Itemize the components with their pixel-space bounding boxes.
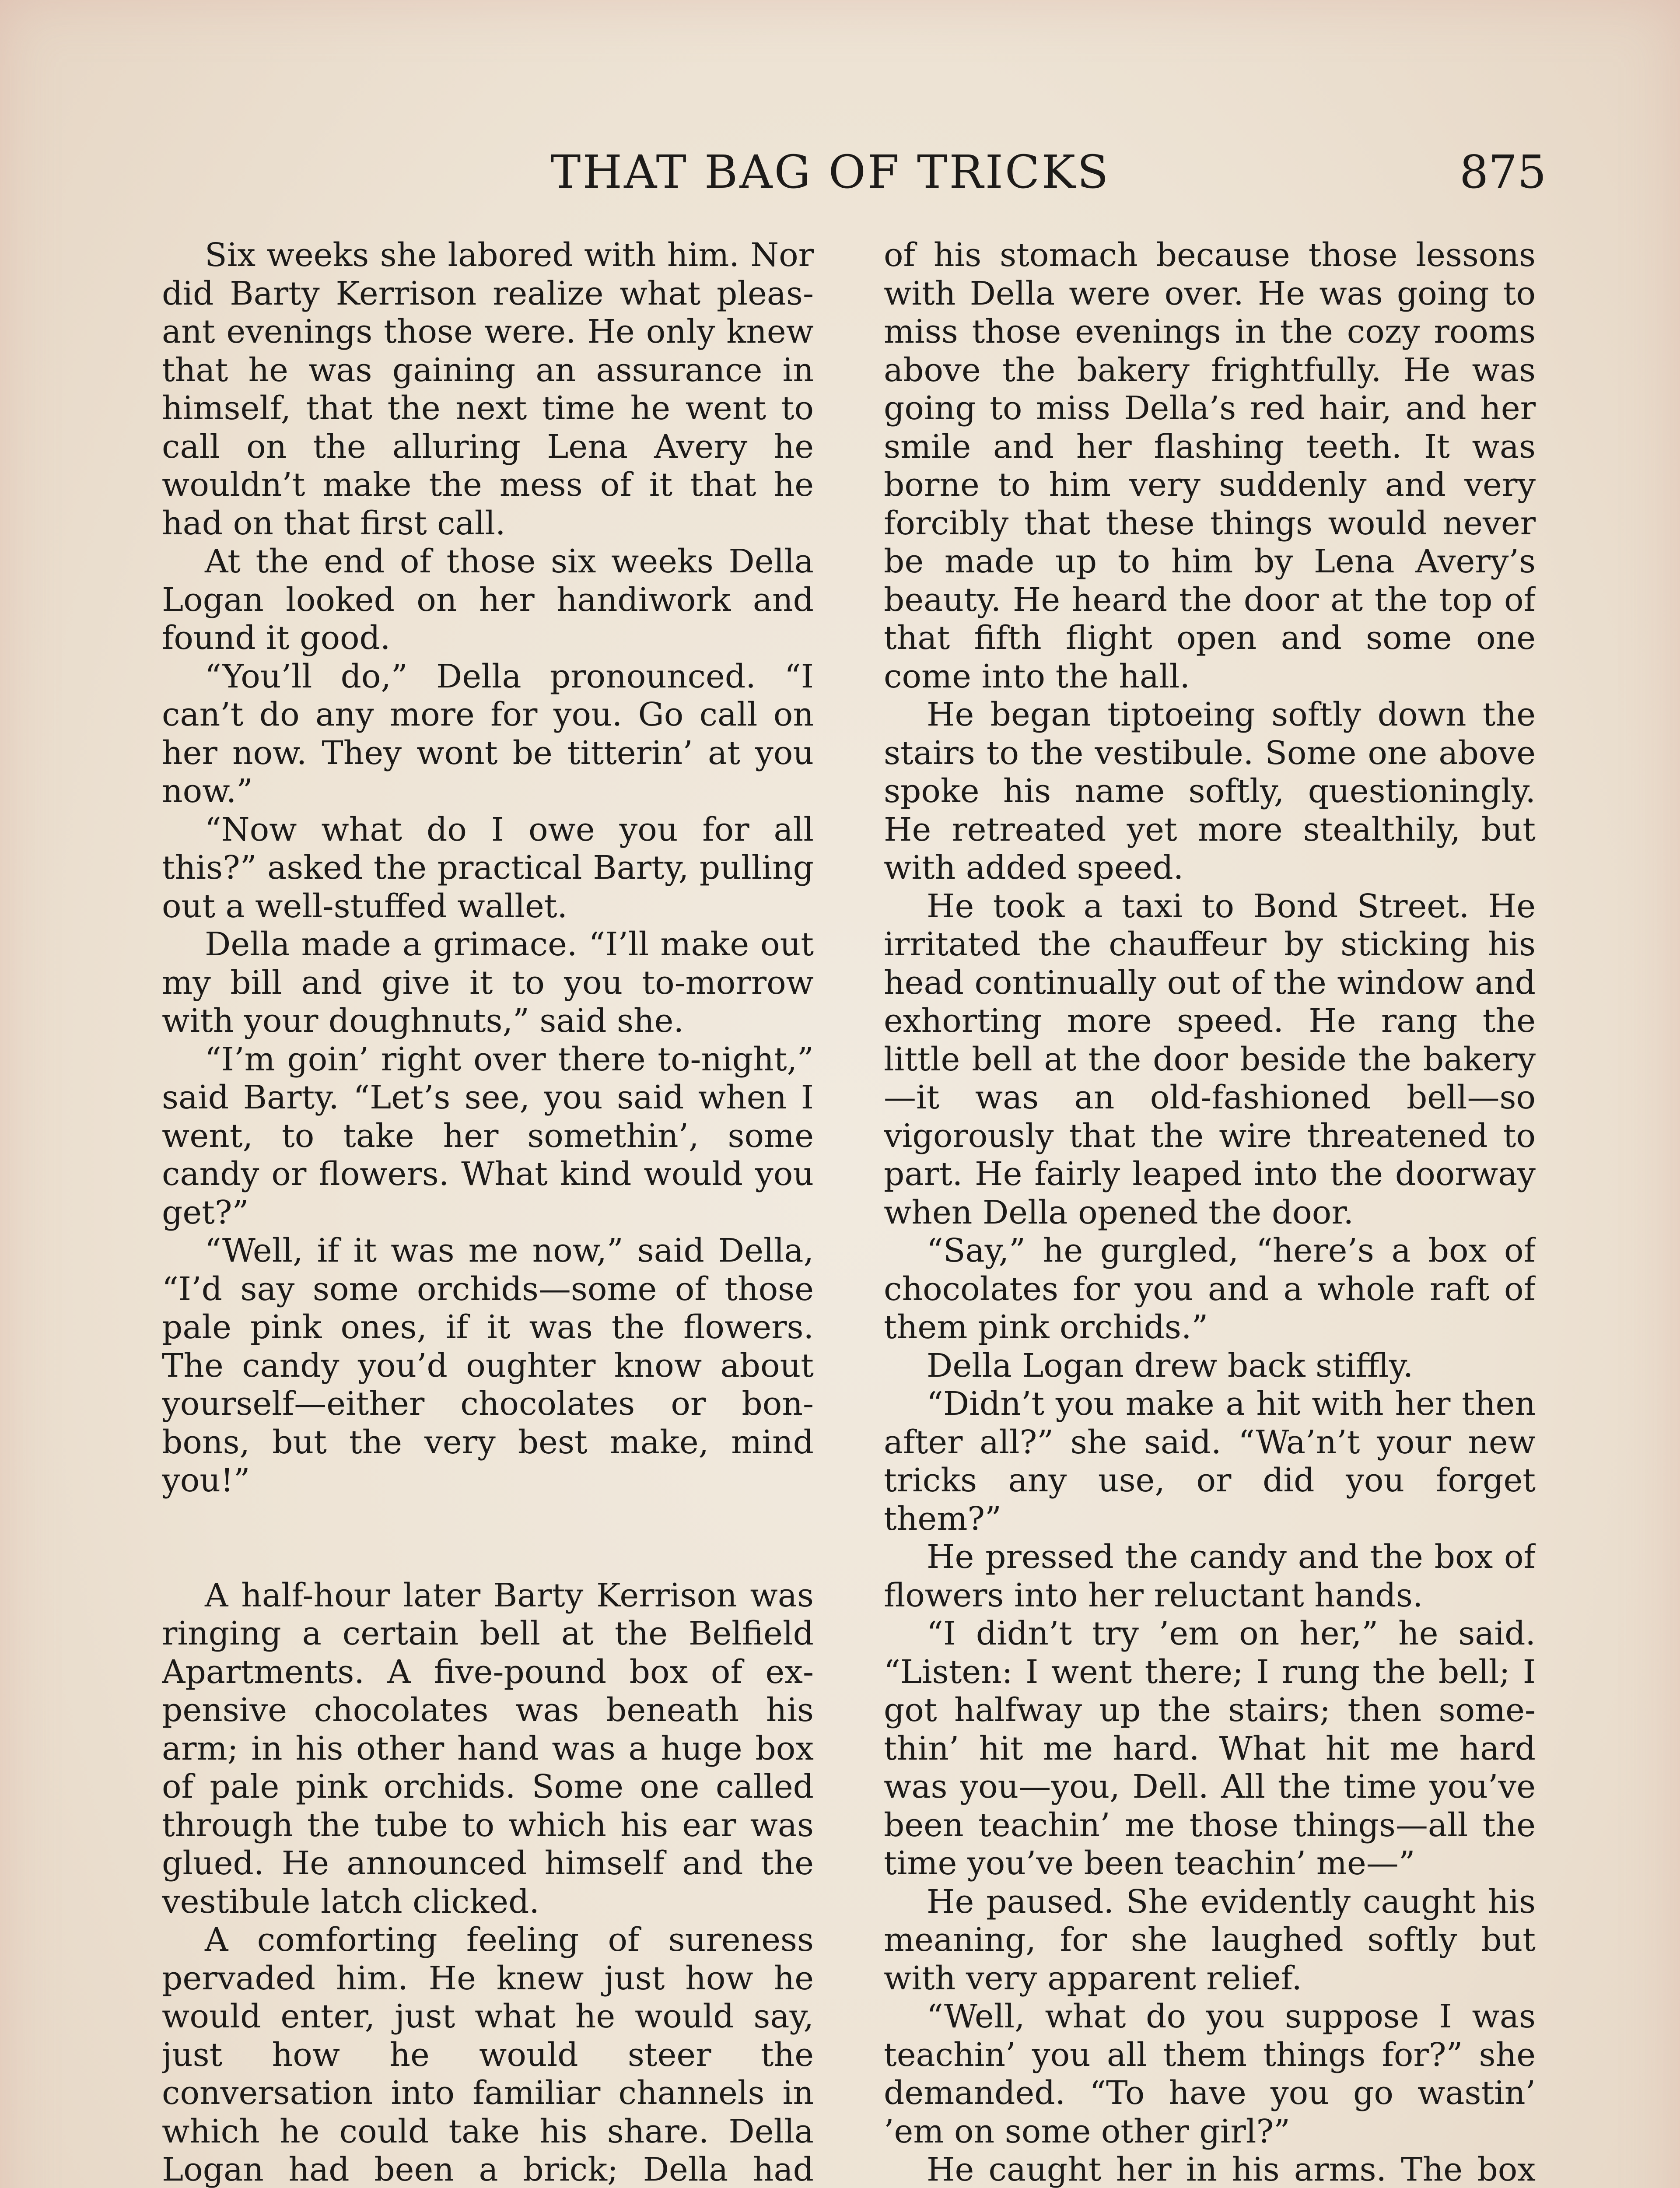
paragraph: “You’ll do,” Della pronounced. “I can’t do any more for you. Go call on her now. They wont be titterin’ at you now.” — [162, 657, 814, 810]
paragraph: He paused. She evidently caught his meaning, for she laughed softly but with very apparent relief. — [884, 1883, 1536, 1997]
paragraph: At the end of those six weeks Della Logan looked on her handiwork and found it good. — [162, 543, 814, 657]
paragraph: “Say,” he gurgled, “here’s a box of chocolates for you and a whole raft of them pink orchids.” — [884, 1232, 1536, 1346]
paragraph: A half-hour later Barty Kerrison was ringing a certain bell at the Belfield Apartments. A five-pound box of expensive chocolates was beneath his arm; in his other hand was a huge box of pale pink orchids. Some one called through the tube to which his ear was glued. He announced himself and the vestibule latch clicked. — [162, 1576, 814, 1921]
paragraph: “Now what do I owe you for all this?” asked the practical Barty, pulling out a well-stuffed wallet. — [162, 810, 814, 925]
page-header — [0, 139, 1680, 205]
paragraph: A comforting feeling of sureness pervaded him. He knew just how he would enter, just what he would say, just how he would steer the conversation into familiar channels in which he could take his share. Della Logan had been a brick; Della had — [162, 1921, 814, 2188]
text-columns — [162, 236, 1536, 2188]
left-column — [162, 236, 814, 2188]
paragraph: He took a taxi to Bond Street. He irritated the chauffeur by sticking his head continually out of the window and exhorting more speed. He rang the little bell at the door beside the bakery—it was an old-fashioned bell—so vigorously that the wire threatened to part. He fairly leaped into the doorway when Della opened the door. — [884, 887, 1536, 1231]
page-number: 875 — [1460, 145, 1547, 199]
paragraph: “I didn’t try ’em on her,” he said. “Listen: I went there; I rung the bell; I got halfway up the stairs; then somethin’ hit me hard. What hit me hard was you—you, Dell. All the time you’ve been teachin’ me those things—all the time you’ve been teachin’ me—” — [884, 1615, 1536, 1882]
right-column — [884, 236, 1536, 2188]
paragraph: “Didn’t you make a hit with her then after all?” she said. “Wa’n’t your new tricks any use, or did you forget them?” — [884, 1385, 1536, 1538]
paragraph: He pressed the candy and the box of flowers into her reluctant hands. — [884, 1538, 1536, 1614]
paragraph: “Well, what do you suppose I was teachin’ you all them things for?” she demanded. “To have you go wastin’ ’em on some other girl?” — [884, 1998, 1536, 2150]
paragraph-continued: of his stomach because those lessons with Della were over. He was going to miss those evenings in the cozy rooms above the bakery frightfully. He was going to miss Della’s red hair, and her smile and her flashing teeth. It was borne to him very suddenly and very forcibly that these things would never be made up to him by Lena Avery’s beauty. He heard the door at the top of that fifth flight open and some one come into the hall. — [884, 236, 1536, 695]
paragraph: Della made a grimace. “I’ll make out my bill and give it to you to-morrow with your doughnuts,” said she. — [162, 926, 814, 1040]
paragraph: “Well, if it was me now,” said Della, “I’d say some orchids—some of those pale pink ones, if it was the flowers. The candy you’d oughter know about yourself—either chocolates or bonbons, but the very best make, mind you!” — [162, 1232, 814, 1499]
paragraph: Della Logan drew back stiffly. — [927, 1346, 1414, 1385]
paragraph: “I’m goin’ right over there to-night,” said Barty. “Let’s see, you said when I went, to take her somethin’, some candy or flowers. What kind would you get?” — [162, 1040, 814, 1231]
paragraph: He began tiptoeing softly down the stairs to the vestibule. Some one above spoke his name softly, questioningly. He retreated yet more stealthily, but with added speed. — [884, 696, 1536, 887]
paragraph: He caught her in his arms. The box — [927, 2151, 1536, 2188]
paragraph: Six weeks she labored with him. Nor did Barty Kerrison realize what pleasant evenings those were. He only knew that he was gaining an assurance in himself, that the next time he went to call on the alluring Lena Avery he wouldn’t make the mess of it that he had on that first call. — [162, 236, 814, 542]
running-head-title: THAT BAG OF TRICKS — [550, 145, 1110, 199]
